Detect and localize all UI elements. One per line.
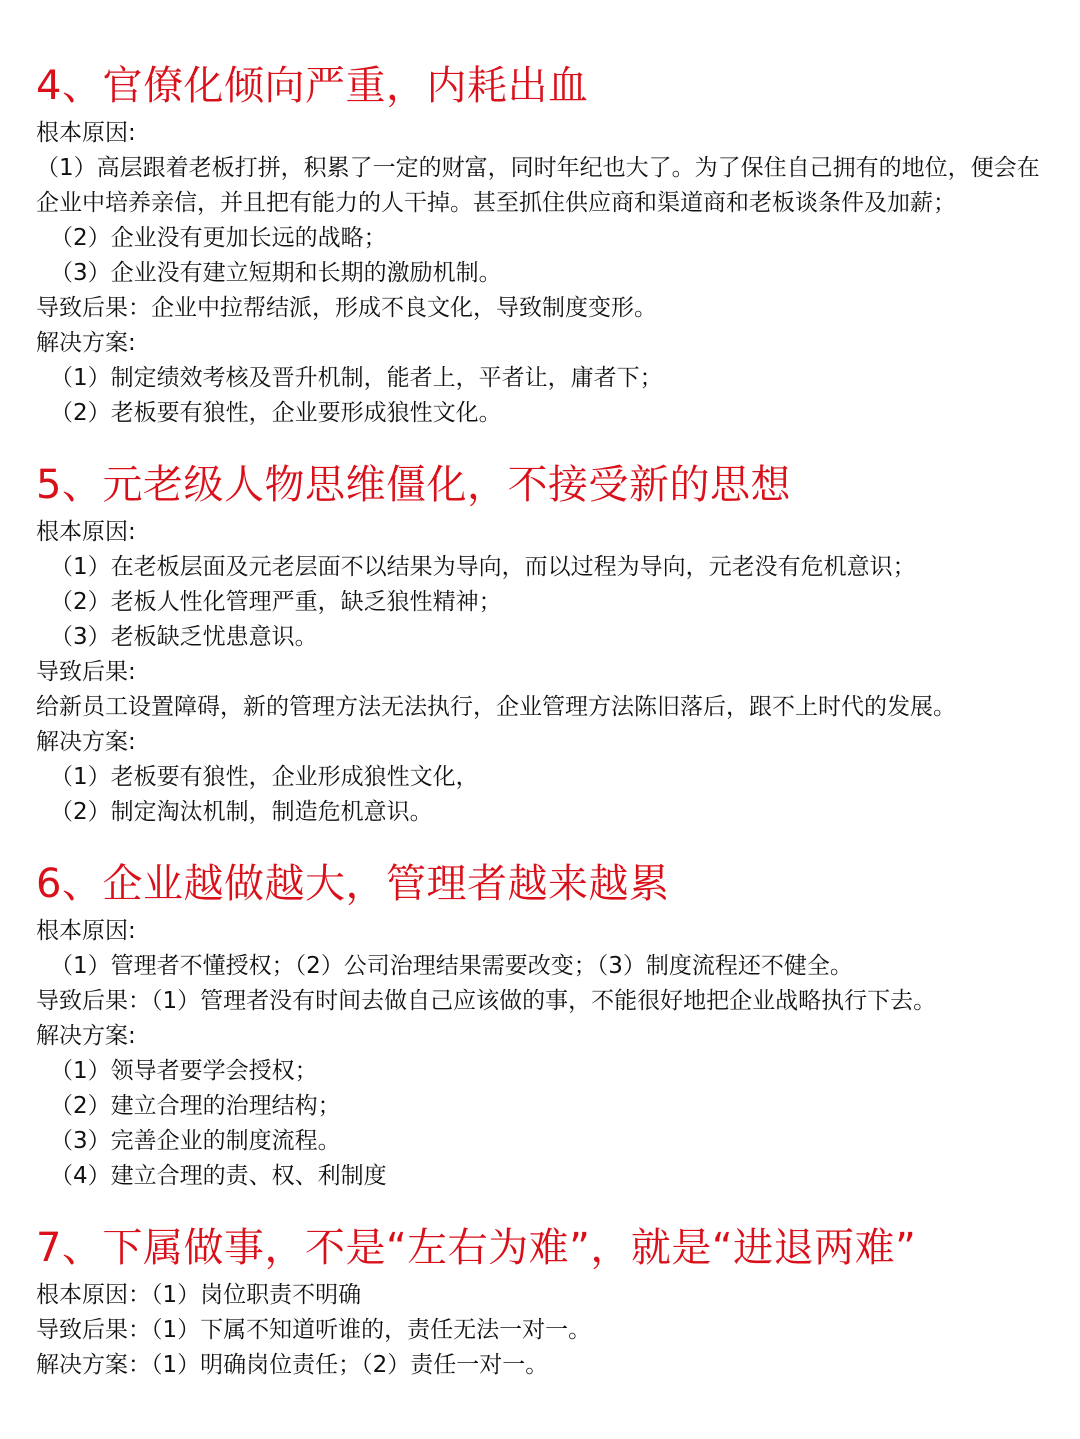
solution-label: 解决方案: — [36, 330, 136, 356]
result-label: 导致后果： — [36, 988, 151, 1014]
cause-item: （3）老板缺乏忧患意识。 — [50, 624, 318, 650]
result-line — [36, 984, 1044, 1019]
solution-text: （1）明确岗位责任；（2）责任一对一。 — [151, 1352, 549, 1378]
solution-item: （1）领导者要学会授权； — [50, 1058, 318, 1084]
section-heading: 7、下属做事，不是“左右为难”，就是“进退两难” — [36, 1225, 917, 1271]
cause-line: （1）管理者不懂授权；（2）公司治理结果需要改变；（3）制度流程还不健全。 — [50, 953, 853, 979]
solution-item: （4）建立合理的责、权、利制度 — [50, 1163, 387, 1189]
result-label: 导致后果： — [36, 1317, 151, 1343]
section-heading: 4、官僚化倾向严重，内耗出血 — [36, 63, 589, 109]
result-label: 导致后果: — [36, 659, 136, 685]
section-heading: 6、企业越做越大，管理者越来越累 — [36, 861, 670, 907]
solution-line — [36, 1348, 1044, 1383]
section-4 — [36, 58, 1044, 431]
cause-label: 根本原因： — [36, 1282, 151, 1308]
cause-text: （1）岗位职责不明确 — [151, 1282, 362, 1308]
solution-label: 解决方案： — [36, 1352, 151, 1378]
cause-line — [36, 1278, 1044, 1313]
result-line: 导致后果：企业中拉帮结派，形成不良文化，导致制度变形。 — [36, 295, 657, 321]
section-heading: 5、元老级人物思维僵化，不接受新的思想 — [36, 462, 791, 508]
cause-item: （1）在老板层面及元老层面不以结果为导向，而以过程为导向，元老没有危机意识； — [50, 554, 916, 580]
cause-label: 根本原因: — [36, 120, 136, 146]
section-5 — [36, 457, 1044, 830]
section-7 — [36, 1220, 1044, 1383]
result-text: （1）管理者没有时间去做自己应该做的事，不能很好地把企业战略执行下去。 — [151, 988, 937, 1014]
cause-label: 根本原因: — [36, 918, 136, 944]
cause-item: （2）企业没有更加长远的战略； — [50, 225, 387, 251]
solution-label: 解决方案: — [36, 1023, 136, 1049]
cause-label: 根本原因: — [36, 519, 136, 545]
solution-item: （2）老板要有狼性，企业要形成狼性文化。 — [50, 400, 502, 426]
result-text: 给新员工设置障碍，新的管理方法无法执行，企业管理方法陈旧落后，跟不上时代的发展。 — [36, 694, 956, 720]
cause-item: （3）企业没有建立短期和长期的激励机制。 — [50, 260, 502, 286]
result-text: （1）下属不知道听谁的，责任无法一对一。 — [151, 1317, 592, 1343]
section-6 — [36, 856, 1044, 1194]
cause-item: （1）高层跟着老板打拼，积累了一定的财富，同时年纪也大了。为了保住自己拥有的地位，便会在企业中培养亲信，并且把有能力的人干掉。甚至抓住供应商和渠道商和老板谈条件及加薪； — [36, 155, 1040, 216]
solution-item: （1）制定绩效考核及晋升机制，能者上，平者让，庸者下； — [50, 365, 663, 391]
solution-item: （1）老板要有狼性，企业形成狼性文化， — [50, 764, 479, 790]
solution-item: （3）完善企业的制度流程。 — [50, 1128, 341, 1154]
result-line — [36, 1313, 1044, 1348]
solution-label: 解决方案: — [36, 729, 136, 755]
solution-item: （2）建立合理的治理结构； — [50, 1093, 341, 1119]
cause-item: （2）老板人性化管理严重，缺乏狼性精神； — [50, 589, 502, 615]
solution-item: （2）制定淘汰机制，制造危机意识。 — [50, 799, 433, 825]
